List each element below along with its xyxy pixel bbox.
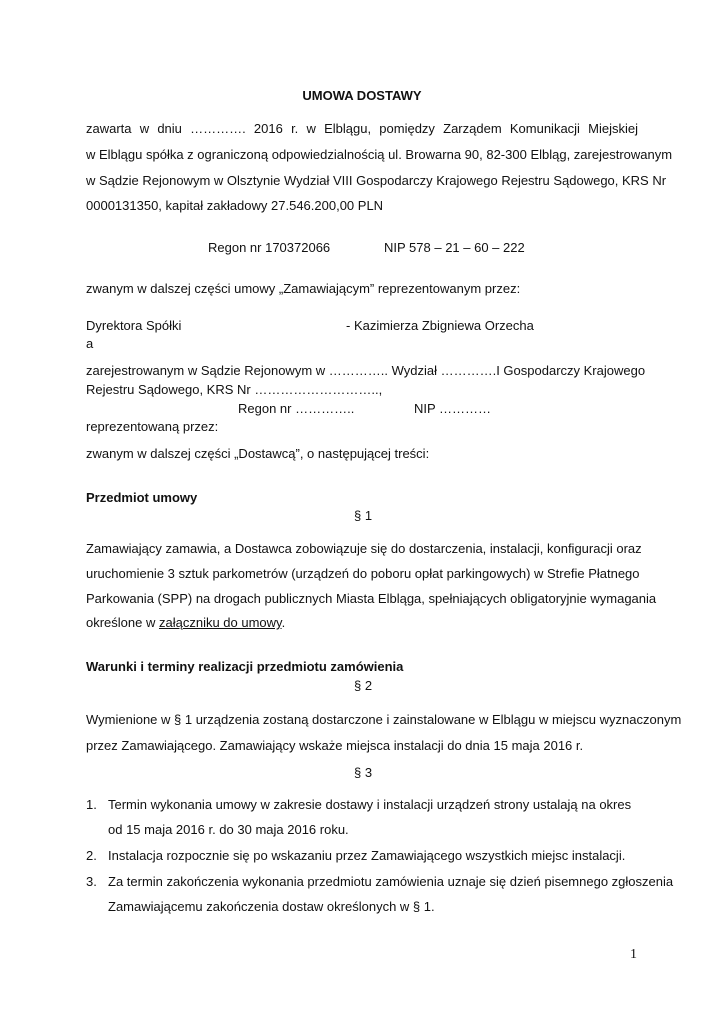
section1-line-1: Zamawiający zamawia, a Dostawca zobowiązuje się do dostarczenia, instalacji, konfiguracji oraz [86,541,642,556]
list-item-number: 3. [86,874,97,889]
supplier-called: zwanym w dalszej części „Dostawcą”, o następującej treści: [86,446,430,461]
list-item-line-1: Termin wykonania umowy w zakresie dostawy i instalacji urządzeń strony ustalają na okres [108,797,632,812]
list-item-number: 2. [86,848,97,863]
document-title: UMOWA DOSTAWY [302,88,422,103]
regon-number: Regon nr 170372066 [208,240,331,255]
representative-role: Dyrektora Spółki [86,318,182,333]
supplier-regon: Regon nr ………….. [238,401,355,416]
list-item-line-2: Zamawiającemu zakończenia dostaw określonych w § 1. [108,899,435,914]
section2-paragraph-mark: § 2 [354,678,373,693]
list-item-line-2: od 15 maja 2016 r. do 30 maja 2016 roku. [108,822,349,837]
section1-paragraph-mark: § 1 [354,508,373,523]
section1-heading: Przedmiot umowy [86,490,198,505]
intro-line-3: w Sądzie Rejonowym w Olsztynie Wydział VIII Gospodarczy Krajowego Rejestru Sądowego, KRS Nr [86,173,667,188]
attachment-link[interactable]: załączniku do umowy [158,615,282,630]
list-item-line-1: Instalacja rozpocznie się po wskazaniu przez Zamawiającego wszystkich miejsc instalacji. [108,848,626,863]
supplier-represented: reprezentowaną przez: [86,419,219,434]
intro-line-1: zawarta w dniu …………. 2016 r. w Elblągu, pomiędzy Zarządem Komunikacji Miejskiej [86,121,638,136]
ordering-party-text: zwanym w dalszej części umowy „Zamawiającym” reprezentowanym przez: [86,281,521,296]
section2-line-2: przez Zamawiającego. Zamawiający wskaże miejsca instalacji do dnia 15 maja 2016 r. [86,738,584,753]
section3-paragraph-mark: § 3 [354,765,373,780]
section2-line-1: Wymienione w § 1 urządzenia zostaną dostarczone i zainstalowane w Elblągu w miejscu wyznaczonym [86,712,682,727]
supplier-line-1: zarejestrowanym w Sądzie Rejonowym w ………….. Wydział ………….I Gospodarczy Krajowego [86,363,646,378]
intro-line-4: 0000131350, kapitał zakładowy 27.546.200,00 PLN [86,198,384,213]
section1-line-4-post: . [281,615,286,630]
section1-line-4-pre: określone w [86,615,159,630]
supplier-line-2: Rejestru Sądowego, KRS Nr ……………………….., [86,382,383,397]
representative-name: - Kazimierza Zbigniewa Orzecha [346,318,534,333]
section1-line-2: uruchomienie 3 sztuk parkometrów (urządzeń do poboru opłat parkingowych) w Strefie Płatnego [86,566,640,581]
supplier-nip: NIP ………… [414,401,492,416]
intro-line-2: w Elblągu spółka z ograniczoną odpowiedzialnością ul. Browarna 90, 82-300 Elbląg, zarejestrowanym [86,147,673,162]
section2-heading: Warunki i terminy realizacji przedmiotu zamówienia [86,659,404,674]
list-item-number: 1. [86,797,97,812]
section1-line-3: Parkowania (SPP) na drogach publicznych Miasta Elbląga, spełniających obligatoryjnie wymagania [86,591,657,606]
page-number: 1 [630,947,637,962]
section1-line-4 [86,615,285,630]
list-item-line-1: Za termin zakończenia wykonania przedmiotu zamówienia uznaje się dzień pisemnego zgłoszenia [108,874,674,889]
nip-number: NIP 578 – 21 – 60 – 222 [384,240,525,255]
conjunction-text: a [86,336,94,351]
